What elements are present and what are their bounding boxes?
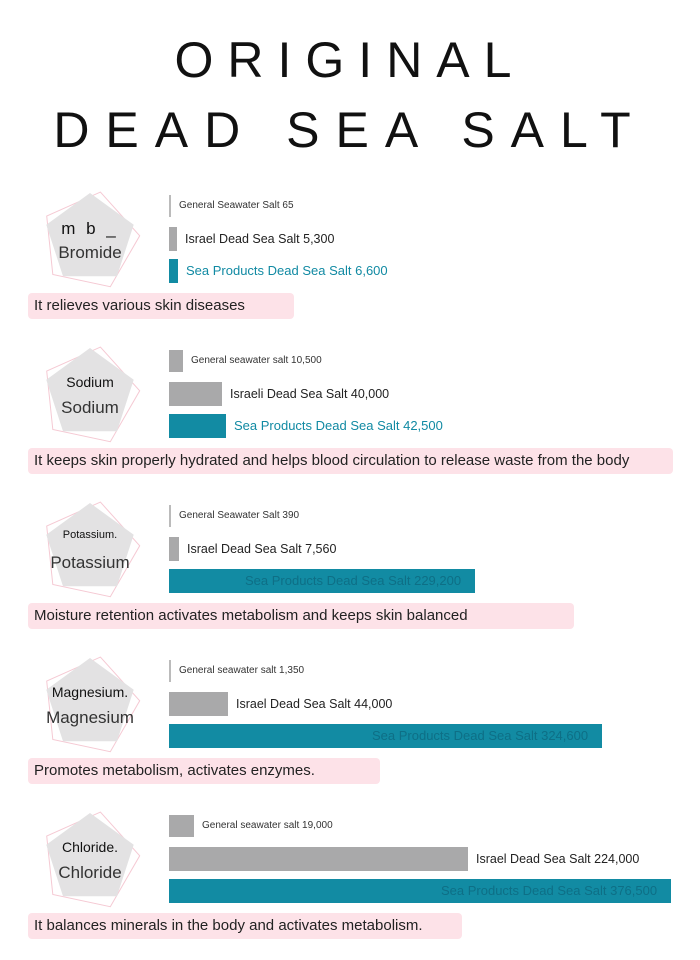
bar-value-label: Sea Products Dead Sea Salt 6,600 (186, 263, 388, 278)
bar-israel-dead-sea (169, 227, 177, 251)
mineral-section-bromide (0, 185, 700, 335)
bar-value-label: General Seawater Salt 390 (179, 510, 300, 521)
bar-value-label: Sea Products Dead Sea Salt 42,500 (234, 418, 443, 433)
pentagon-badge-icon (38, 340, 142, 444)
bar-value-label: General Seawater Salt 65 (179, 200, 294, 211)
bar-value-label: Israel Dead Sea Salt 5,300 (185, 232, 335, 246)
bar-sea-products (169, 259, 178, 283)
bar-value-label: Israeli Dead Sea Salt 40,000 (230, 387, 390, 401)
benefit-caption: It relieves various skin diseases (28, 293, 294, 319)
benefit-caption: It keeps skin properly hydrated and helps blood circulation to release waste from the body (28, 448, 673, 474)
bar-value-label: Sea Products Dead Sea Salt 229,200 (245, 573, 462, 588)
mineral-section-chloride (0, 805, 700, 955)
mineral-section-potassium (0, 495, 700, 645)
mineral-name-label: Potassium (50, 553, 130, 572)
benefit-caption: Promotes metabolism, activates enzymes. (28, 758, 380, 784)
mineral-name-label: Bromide (58, 243, 122, 262)
mineral-short-label: Chloride. (61, 839, 119, 855)
mineral-name-label: Magnesium (46, 708, 134, 727)
mineral-short-label: Magnesium. (51, 684, 129, 700)
mineral-name-label: Sodium (61, 398, 119, 417)
bar-value-label: Israel Dead Sea Salt 7,560 (187, 542, 337, 556)
mineral-short-label: m b _ (61, 219, 119, 238)
bar-israel-dead-sea (169, 847, 468, 871)
bar-value-label: Sea Products Dead Sea Salt 324,600 (372, 728, 589, 743)
bar-israel-dead-sea (169, 692, 228, 716)
pentagon-badge-icon (38, 650, 142, 754)
bar-value-label: General seawater salt 1,350 (179, 665, 305, 676)
pentagon-badge-icon (38, 495, 142, 599)
bar-general-seawater (169, 350, 183, 372)
bar-sea-products (169, 414, 226, 438)
bar-value-label: Sea Products Dead Sea Salt 376,500 (441, 883, 658, 898)
title-line-2: DEAD SEA SALT (53, 102, 647, 158)
bar-general-seawater (169, 195, 171, 217)
bar-value-label: General seawater salt 10,500 (191, 355, 322, 366)
benefit-caption: It balances minerals in the body and activates metabolism. (28, 913, 462, 939)
pentagon-fill (46, 503, 133, 586)
bar-general-seawater (169, 660, 173, 682)
mineral-section-sodium (0, 340, 700, 490)
bar-israel-dead-sea (169, 537, 179, 561)
mineral-short-label: Potassium. (62, 529, 118, 541)
mineral-name-label: Chloride (58, 863, 122, 882)
bar-value-label: Israel Dead Sea Salt 44,000 (236, 697, 393, 711)
pentagon-badge-icon (38, 805, 142, 909)
bar-value-label: Israel Dead Sea Salt 224,000 (476, 852, 640, 866)
mineral-short-label: Sodium (66, 374, 114, 390)
benefit-caption: Moisture retention activates metabolism and keeps skin balanced (28, 603, 574, 629)
title-line-1: ORIGINAL (174, 32, 526, 88)
bar-israel-dead-sea (169, 382, 222, 406)
bar-value-label: General seawater salt 19,000 (202, 820, 333, 831)
bar-general-seawater (169, 505, 172, 527)
bar-general-seawater (169, 815, 194, 837)
mineral-section-magnesium (0, 650, 700, 800)
